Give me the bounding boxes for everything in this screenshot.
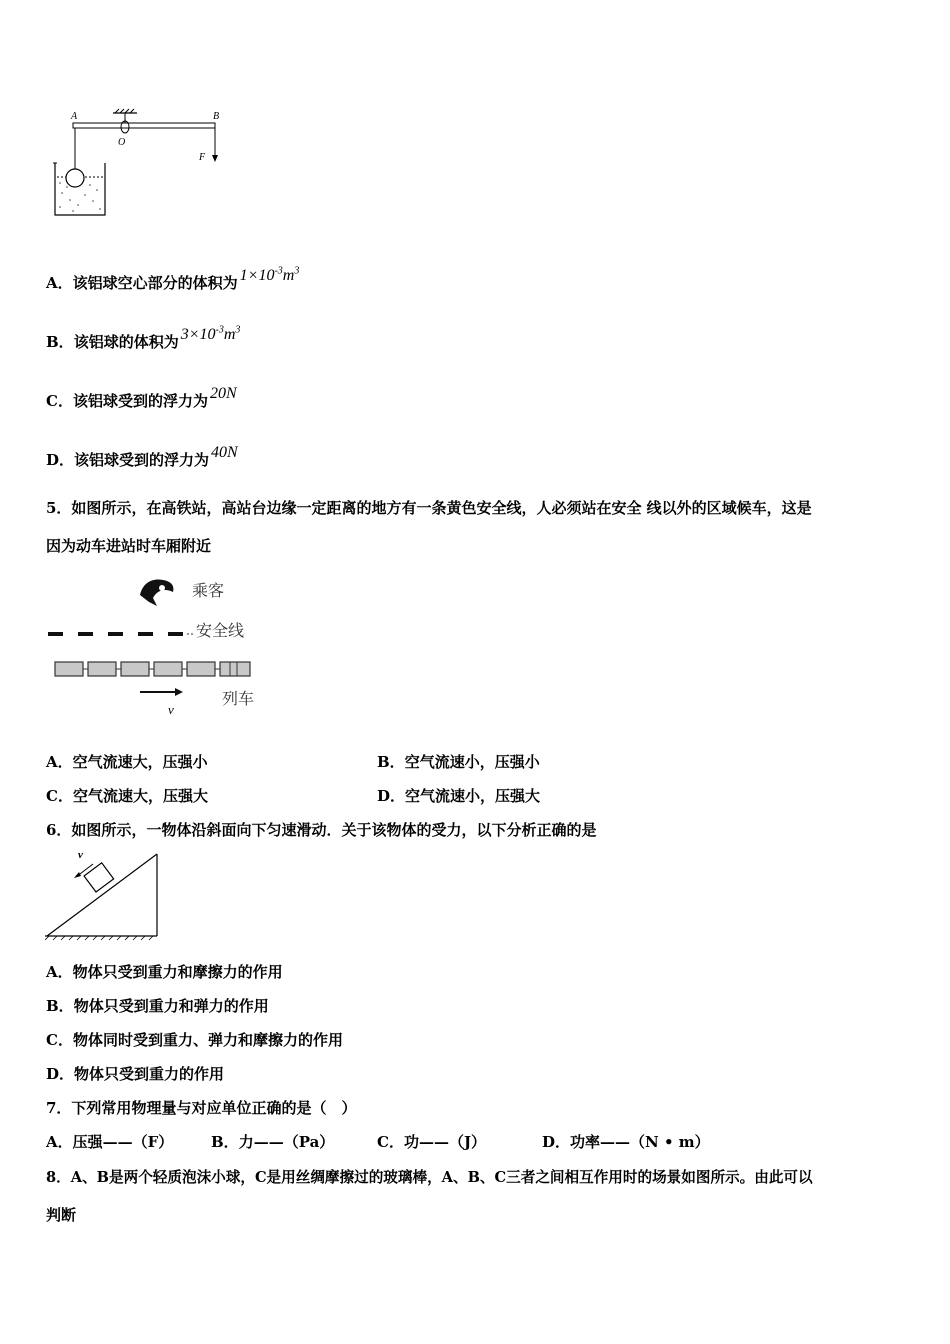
label-B: B xyxy=(213,111,220,122)
passenger-icon xyxy=(140,580,173,606)
label-O: O xyxy=(118,137,126,148)
q5-stem-line1: 5．如图所示，在高铁站，高站台边缘一定距离的地方有一条黄色安全线，人必须站在安全 线以外的区域候车，这是 xyxy=(46,499,812,517)
velocity-label: v xyxy=(168,702,174,717)
passenger-label: 乘客 xyxy=(192,581,225,600)
label-F: F xyxy=(199,152,206,163)
q5-stem-line2: 因为动车进站时车厢附近 xyxy=(46,537,212,555)
q8-stem-line2: 判断 xyxy=(46,1206,77,1224)
q5-option-c: C．空气流速大，压强大 xyxy=(46,787,208,805)
q7-option-d: D．功率——（N • m） xyxy=(542,1133,710,1151)
safety-line-label: 安全线 xyxy=(196,621,245,640)
q4-option-c: C．该铝球受到的浮力为 20N xyxy=(46,385,237,410)
train-label: 列车 xyxy=(222,689,255,708)
q4-option-b: B．该铝球的体积为 $3\times 10^{-3}m^3$ xyxy=(46,324,241,351)
q5-option-a: A．空气流速大，压强小 xyxy=(46,753,208,771)
incline-figure xyxy=(45,848,160,943)
label-A: A xyxy=(71,111,78,122)
q7-option-b: B．力——（Pa） xyxy=(211,1133,335,1151)
q6-option-a: A．物体只受到重力和摩擦力的作用 xyxy=(46,963,283,981)
q7-stem: 7．下列常用物理量与对应单位正确的是（ ） xyxy=(46,1099,357,1117)
q8-stem-line1: 8．A、B是两个轻质泡沫小球，C是用丝绸摩擦过的玻璃棒，A、B、C三者之间相互作用时的场景如图所示。由此可以 xyxy=(46,1169,813,1186)
q5-option-d: D．空气流速小，压强大 xyxy=(377,787,541,805)
lever-beaker-figure xyxy=(45,105,235,220)
q7-option-c: C．功——（J） xyxy=(377,1133,487,1151)
q4-option-a: A．该铝球空心部分的体积为 $1\times 10^{-3}m^3$ xyxy=(46,265,300,292)
q6-option-c: C．物体同时受到重力、弹力和摩擦力的作用 xyxy=(46,1031,343,1049)
q4-option-d: D．该铝球受到的浮力为 40N xyxy=(46,444,238,469)
q6-option-d: D．物体只受到重力的作用 xyxy=(46,1065,225,1083)
q6-option-b: B．物体只受到重力和弹力的作用 xyxy=(46,997,269,1015)
incline-velocity-label: v xyxy=(78,849,83,861)
q6-stem: 6．如图所示，一物体沿斜面向下匀速滑动．关于该物体的受力，以下分析正确的是 xyxy=(46,821,597,839)
q5-option-b: B．空气流速小，压强小 xyxy=(377,753,540,771)
q7-option-a: A．压强——（F） xyxy=(46,1133,174,1151)
